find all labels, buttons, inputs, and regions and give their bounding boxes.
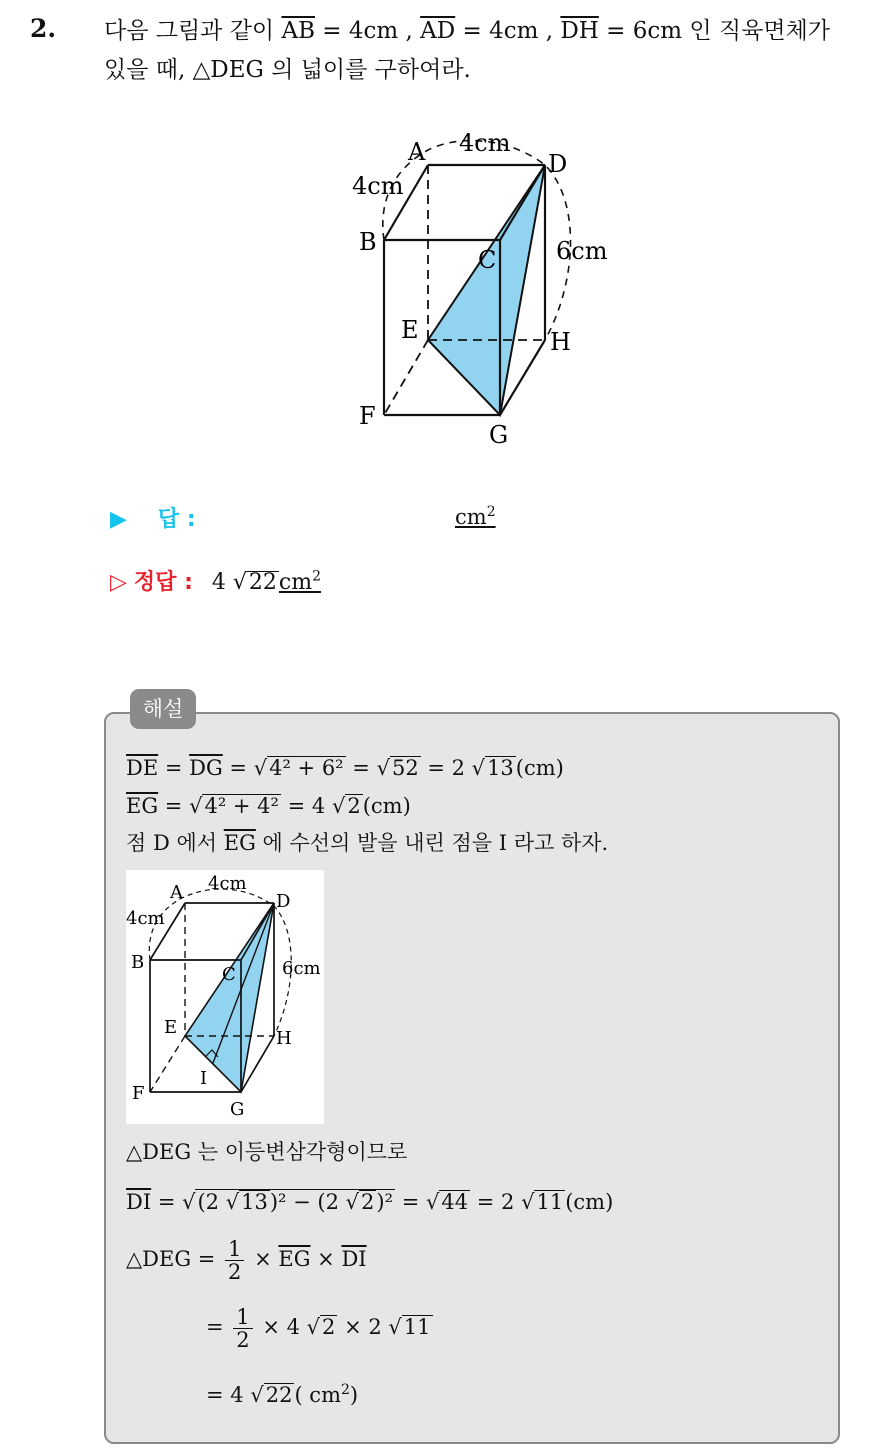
sol-label-b: B bbox=[131, 952, 145, 973]
label-e: E bbox=[401, 316, 419, 344]
sol-label-a: A bbox=[170, 882, 183, 903]
op: × bbox=[247, 1247, 279, 1271]
unit-exp: 2 bbox=[340, 1382, 350, 1398]
unit: (cm) bbox=[362, 794, 411, 818]
radicand: 13 bbox=[241, 1190, 268, 1214]
radicand: 4² + 6² bbox=[269, 756, 344, 780]
label-d: D bbox=[548, 150, 568, 178]
text: △DEG = bbox=[126, 1247, 223, 1271]
seg-de: $\overline{DE}$ bbox=[126, 756, 159, 780]
denominator: 2 bbox=[236, 1328, 250, 1352]
length-ab: = 4cm , bbox=[314, 18, 421, 44]
numerator: 1 bbox=[233, 1306, 252, 1329]
solution-line-3 bbox=[126, 829, 608, 857]
sol-label-d: D bbox=[276, 891, 291, 912]
fraction-half bbox=[233, 1306, 252, 1351]
eq: = bbox=[151, 1190, 183, 1214]
sol-label-i: I bbox=[200, 1068, 208, 1089]
eq: = bbox=[158, 794, 190, 818]
triangle-deg-face bbox=[428, 165, 545, 415]
eq: = bbox=[158, 756, 190, 780]
label-top-length: 4cm bbox=[459, 129, 511, 157]
label-height-length: 6cm bbox=[556, 237, 608, 265]
segment-ad: $\overline{AD}$ bbox=[420, 18, 456, 44]
seg-di: $\overline{DI}$ bbox=[126, 1190, 152, 1214]
answer-marker-icon: ▶ bbox=[110, 507, 127, 532]
answer-unit bbox=[455, 505, 496, 529]
radicand-big: (2 √13)² − (2 √2)² bbox=[197, 1190, 394, 1214]
numerator: 1 bbox=[225, 1238, 244, 1261]
sol-label-c: C bbox=[222, 964, 236, 985]
part: )² bbox=[376, 1190, 394, 1214]
seg-eg: $\overline{EG}$ bbox=[126, 794, 159, 818]
sol-label-e: E bbox=[164, 1017, 178, 1038]
question-line-1 bbox=[104, 16, 830, 46]
label-a: A bbox=[408, 138, 426, 166]
solution-figure bbox=[126, 870, 324, 1124]
length-dh: = 6cm 인 직육면체가 bbox=[598, 18, 831, 44]
sol-label-f: F bbox=[132, 1083, 145, 1104]
correct-unit-text: cm bbox=[278, 570, 313, 595]
text: 점 D 에서 bbox=[126, 831, 224, 855]
correct-radicand: 22 bbox=[248, 570, 277, 595]
fraction-half bbox=[225, 1238, 244, 1283]
eq: = 2 bbox=[420, 756, 465, 780]
op: × 4 bbox=[255, 1315, 300, 1339]
radicand: 52 bbox=[391, 756, 419, 780]
length-ad: = 4cm , bbox=[455, 18, 561, 44]
question-line-2: 있을 때, △DEG 의 넓이를 구하여라. bbox=[104, 57, 471, 83]
eq: = 4 bbox=[206, 1383, 244, 1407]
label-left-length: 4cm bbox=[352, 172, 404, 200]
label-c: C bbox=[478, 246, 497, 274]
solution-line-6 bbox=[126, 1238, 367, 1283]
correct-unit-exp: 2 bbox=[312, 568, 322, 585]
seg-eg: $\overline{EG}$ bbox=[223, 831, 256, 855]
correct-coef: 4 bbox=[211, 570, 226, 595]
radicand: 22 bbox=[265, 1383, 293, 1407]
segment-ab: $\overline{AB}$ bbox=[281, 18, 315, 44]
label-b: B bbox=[359, 228, 377, 256]
segment-dh: $\overline{DH}$ bbox=[560, 18, 599, 44]
radicand: 44 bbox=[441, 1190, 469, 1214]
answer-unit-text: cm bbox=[455, 505, 487, 529]
question-text-pre: 다음 그림과 같이 bbox=[104, 18, 282, 44]
eq: = bbox=[395, 1190, 426, 1214]
radicand: 13 bbox=[487, 756, 514, 780]
eq: = bbox=[345, 756, 377, 780]
radicand: 11 bbox=[403, 1315, 431, 1339]
eq: = 2 bbox=[470, 1190, 515, 1214]
answer-label: 답 : bbox=[157, 507, 196, 532]
radicand: 11 bbox=[536, 1190, 564, 1214]
unit: (cm) bbox=[565, 1190, 614, 1214]
eq: = bbox=[206, 1315, 231, 1339]
cuboid-figure bbox=[340, 120, 640, 460]
part: (2 bbox=[197, 1190, 220, 1214]
unit: ) bbox=[349, 1383, 359, 1407]
sol-label-height-length: 6cm bbox=[282, 958, 321, 979]
radicand: 4² + 4² bbox=[204, 794, 279, 818]
eq: = bbox=[222, 756, 254, 780]
solution-line-7: = $\frac{1}{2}$ × 4 √2 × 2 √11 bbox=[206, 1305, 431, 1352]
eq: = 4 bbox=[280, 794, 326, 818]
op: × bbox=[310, 1247, 342, 1271]
denominator: 2 bbox=[228, 1260, 242, 1284]
solution-line-2: $\overline{EG} = √4^2 + 4^2 = 4$ √2(cm) bbox=[126, 794, 411, 818]
unit: ( cm bbox=[294, 1383, 341, 1407]
seg-eg: $\overline{EG}$ bbox=[278, 1247, 311, 1271]
correct-answer-row bbox=[110, 565, 321, 596]
solution-line-4: △DEG 는 이등변삼각형이므로 bbox=[126, 1140, 408, 1164]
op: × 2 bbox=[337, 1315, 382, 1339]
radicand: 2 bbox=[322, 1315, 336, 1339]
sol-label-h: H bbox=[276, 1028, 292, 1049]
seg-di: $\overline{DI}$ bbox=[341, 1247, 367, 1271]
radicand: 2 bbox=[361, 1190, 375, 1214]
solution-line-5: $\overline{DI} = √(2$ √13)² − (2 √2)² = √44 = 2 √11(cm) bbox=[126, 1190, 614, 1214]
answer-unit-exp: 2 bbox=[486, 504, 496, 520]
correct-unit bbox=[279, 570, 321, 595]
question-number: 2. bbox=[30, 14, 57, 43]
correct-label: 정답 : bbox=[133, 570, 193, 595]
correct-marker-icon: ▷ bbox=[110, 570, 127, 595]
sol-label-left-length: 4cm bbox=[126, 908, 165, 929]
text: 에 수선의 발을 내린 점을 I 라고 하자. bbox=[255, 831, 609, 855]
sol-label-top-length: 4cm bbox=[208, 873, 247, 894]
solution-line-8: = 4 √22( $cm^2$) bbox=[206, 1382, 359, 1407]
seg-dg: $\overline{DG}$ bbox=[189, 756, 223, 780]
radicand: 2 bbox=[347, 794, 361, 818]
label-g: G bbox=[489, 421, 509, 449]
solution-tag: 해설 bbox=[130, 689, 196, 729]
part: )² − (2 bbox=[269, 1190, 339, 1214]
answer-row bbox=[110, 502, 196, 533]
answer-blank[interactable] bbox=[455, 504, 496, 529]
label-h: H bbox=[550, 328, 571, 356]
correct-value: 4 $√22cm^2$ bbox=[211, 568, 322, 595]
unit: (cm) bbox=[515, 756, 564, 780]
label-f: F bbox=[359, 402, 376, 430]
sol-label-g: G bbox=[230, 1099, 245, 1120]
solution-line-1: $\overline{DE} = \overline{DG} = √4^2 + 6^2 = √52 = 2$ √13(cm) bbox=[126, 756, 564, 780]
